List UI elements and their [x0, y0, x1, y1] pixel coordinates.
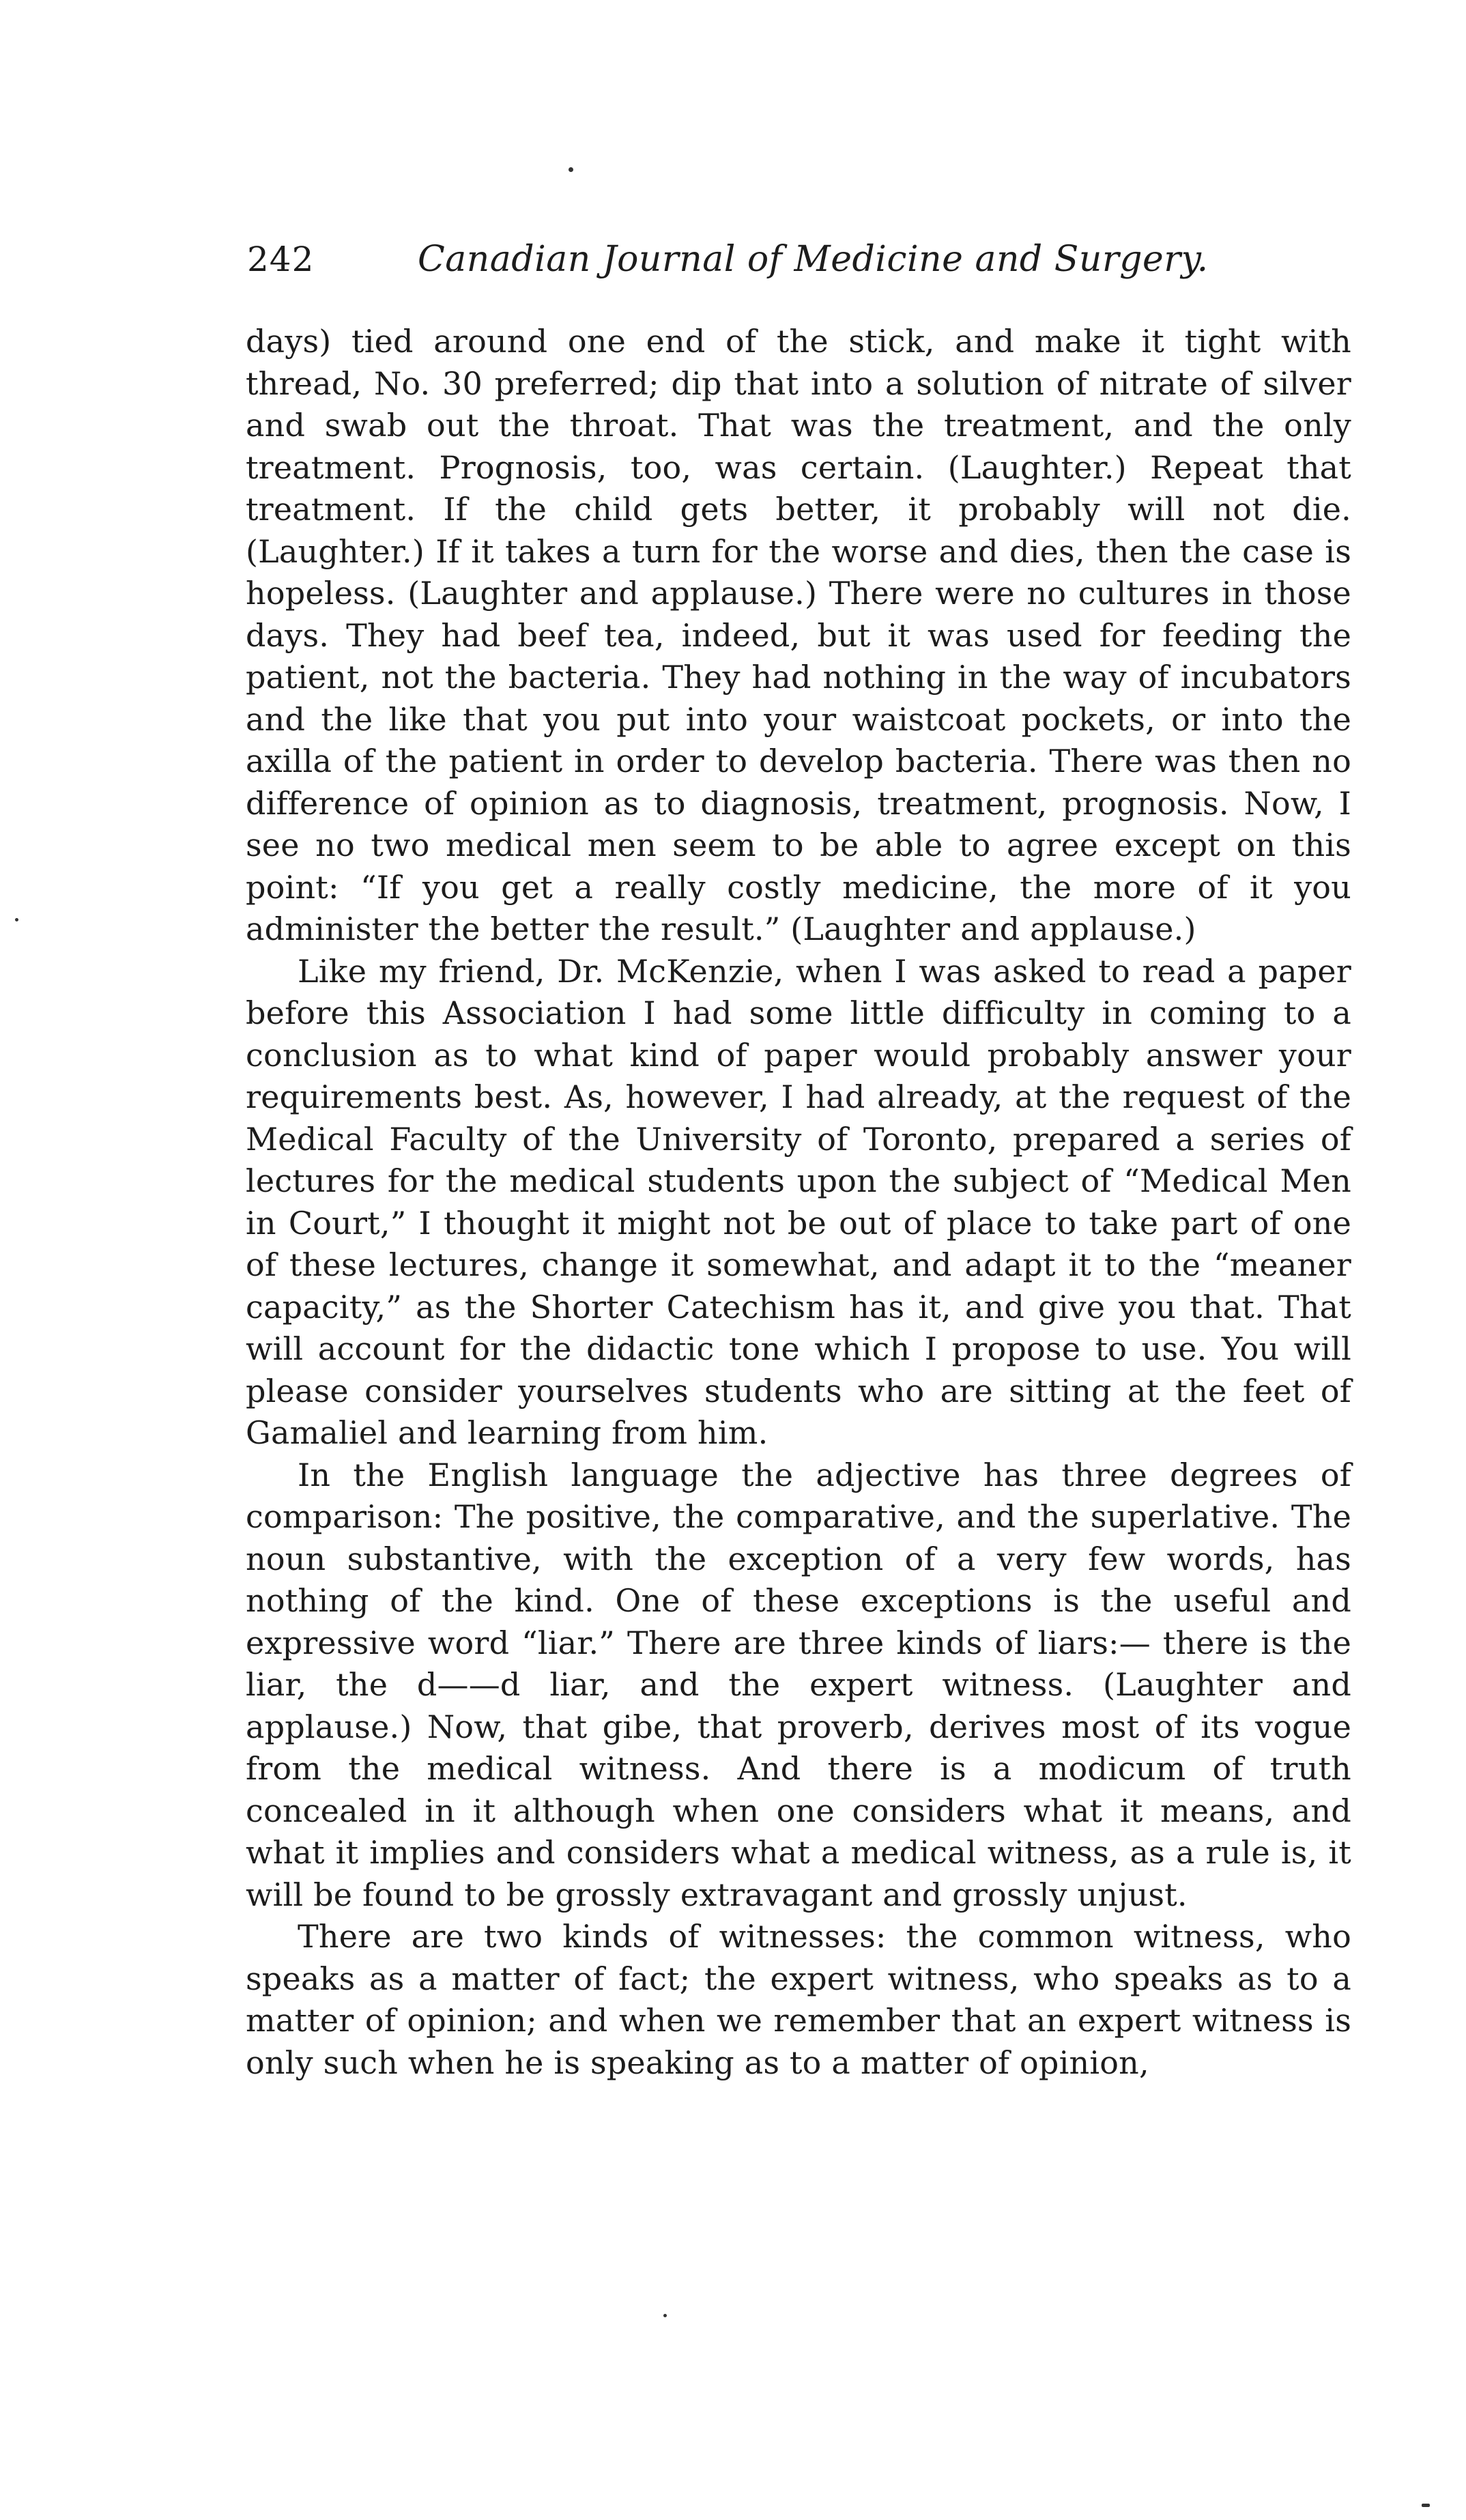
scan-speck: [15, 918, 18, 921]
paragraph-continued: days) tied around one end of the stick, and make it tight with thread, No. 30 preferred; dip that into a solution of nitrate of silver and swab out the throat. That was the treatment, and the only treatment. Prognosis, too, was certain. (Laughter.) Repeat that treatment. If the child gets better, it probably will not die. (Laughter.) If it takes a turn for the worse and dies, then the case is hopeless. (Laughter and applause.) There were no cultures in those days. They had beef tea, indeed, but it was used for feeding the patient, not the bacteria. They had nothing in the way of incubators and the like that you put into your waistcoat pockets, or into the axilla of the patient in order to develop bacteria. There was then no difference of opinion as to diagnosis, treatment, prognosis. Now, I see no two medical men seem to be able to agree except on this point: “If you get a really costly medicine, the more of it you administer the better the result.” (Laughter and applause.): [246, 323, 1351, 947]
page-number: 242: [247, 240, 315, 279]
paragraph: There are two kinds of witnesses: the common witness, who speaks as a matter of fact; the expert witness, who speaks as to a matter of opinion; and when we remember that an expert witness is only such when he is speaking as to a matter of opinion,: [246, 1918, 1351, 2081]
running-title: Canadian Journal of Medicine and Surgery.: [418, 239, 1209, 280]
paragraph: In the English language the adjective has three degrees of comparison: The positive, the comparative, and the superlative. The noun substantive, with the exception of a very few words, has nothing of the kind. One of these exceptions is the useful and expressive word “liar.” There are three kinds of liars:— there is the liar, the d——d liar, and the expert witness. (Laughter and applause.) Now, that gibe, that proverb, derives most of its vogue from the medical witness. And there is a modicum of truth concealed in it although when one considers what it means, and what it implies and considers what a medical witness, as a rule is, it will be found to be grossly extravagant and grossly unjust.: [246, 1456, 1351, 1913]
page-header: [247, 232, 1353, 287]
paragraph: Like my friend, Dr. McKenzie, when I was asked to read a paper before this Association I had some little difficulty in coming to a conclusion as to what kind of paper would probably answer your requirements best. As, however, I had already, at the request of the Medical Faculty of the University of Toronto, prepared a series of lectures for the medical students upon the subject of “Medical Men in Court,” I thought it might not be out of place to take part of one of these lectures, change it somewhat, and adapt it to the “meaner capacity,” as the Shorter Catechism has it, and give you that. That will account for the didactic tone which I propose to use. You will please consider yourselves students who are sitting at the feet of Gamaliel and learning from him.: [246, 952, 1351, 1451]
scan-speck: [663, 2314, 667, 2317]
scan-speck: [569, 167, 573, 172]
scan-speck: [1422, 2504, 1430, 2507]
article-body: [246, 321, 1351, 2084]
